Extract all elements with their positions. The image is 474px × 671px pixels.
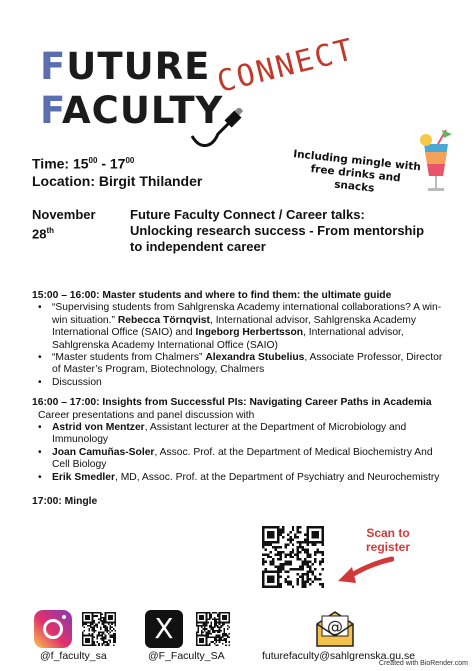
list-item: • Discussion — [38, 377, 452, 389]
section-2-heading: 16:00 – 17:00: Insights from Successful PIs: Navigating Career Paths in Academia — [32, 397, 432, 409]
svg-text:@: @ — [327, 617, 343, 636]
arrow-left-icon — [334, 555, 394, 585]
x-logo-icon[interactable]: X — [145, 610, 183, 648]
register-qr-code[interactable] — [262, 526, 324, 588]
instagram-icon[interactable] — [34, 610, 72, 648]
section-1-list — [38, 302, 452, 389]
instagram-handle[interactable]: @f_faculty_sa — [40, 650, 107, 662]
usb-cable-icon — [190, 108, 250, 148]
cocktail-icon — [416, 126, 456, 196]
email-at-icon — [313, 608, 357, 648]
time-location — [32, 152, 202, 190]
list-item: • “Supervising students from Sahlgrenska Academy international collaborations? A win-win situation.” Rebecca Törnqvist, International advisor, Sahlgrenska Academy International Office (SAIO) and Ingeborg Herbertsson, International advisor, Sahlgrenska Academy International Office (SAIO) — [38, 302, 452, 352]
list-item: • “Master students from Chalmers” Alexandra Stubelius, Associate Professor, Director of Master’s Program, Biotechnology, Chalmers — [38, 352, 452, 377]
biorender-credit: Created with BioRender.com — [378, 660, 468, 667]
section-1-heading: 15:00 – 16:00: Master students and where to find them: the ultimate guide — [32, 290, 392, 301]
section-2-list — [38, 422, 452, 484]
list-item: • Astrid von Mentzer, Assistant lecturer at the Department of Microbiology and Immunology — [38, 422, 452, 447]
event-title: Future Faculty Connect / Career talks: Unlocking research success - From mentorship to independent career — [130, 207, 425, 254]
x-handle[interactable]: @F_Faculty_SA — [148, 650, 225, 662]
list-item: • Erik Smedler, MD, Assoc. Prof. at the Department of Psychiatry and Neurochemistry — [38, 472, 452, 484]
contact-email[interactable]: futurefaculty@sahlgrenska.gu.se — [262, 650, 416, 662]
event-location: Location: Birgit Thilander — [32, 172, 203, 189]
event-date: November 28th — [32, 207, 96, 242]
logo-line-faculty: FACULTY — [40, 89, 224, 132]
mingle-note: Including mingle with free drinks and snacks — [292, 148, 422, 195]
instagram-qr-code[interactable] — [82, 612, 116, 646]
section-3-heading: 17:00: Mingle — [32, 496, 98, 508]
logo-line-future: FUTURE — [40, 45, 211, 88]
connect-wordmark: CONNECT — [213, 32, 359, 100]
program — [32, 290, 452, 509]
section-2-intro: Career presentations and panel discussion with — [38, 409, 255, 421]
x-qr-code[interactable] — [196, 612, 230, 646]
scan-to-register-label: Scan to register — [365, 526, 411, 554]
event-time: Time: $15^{00} - 17^{00}$ — [32, 155, 135, 172]
list-item: • Joan Camuñas-Soler, Assoc. Prof. at the Department of Medical Biochemistry And Cell Biology — [38, 447, 452, 472]
